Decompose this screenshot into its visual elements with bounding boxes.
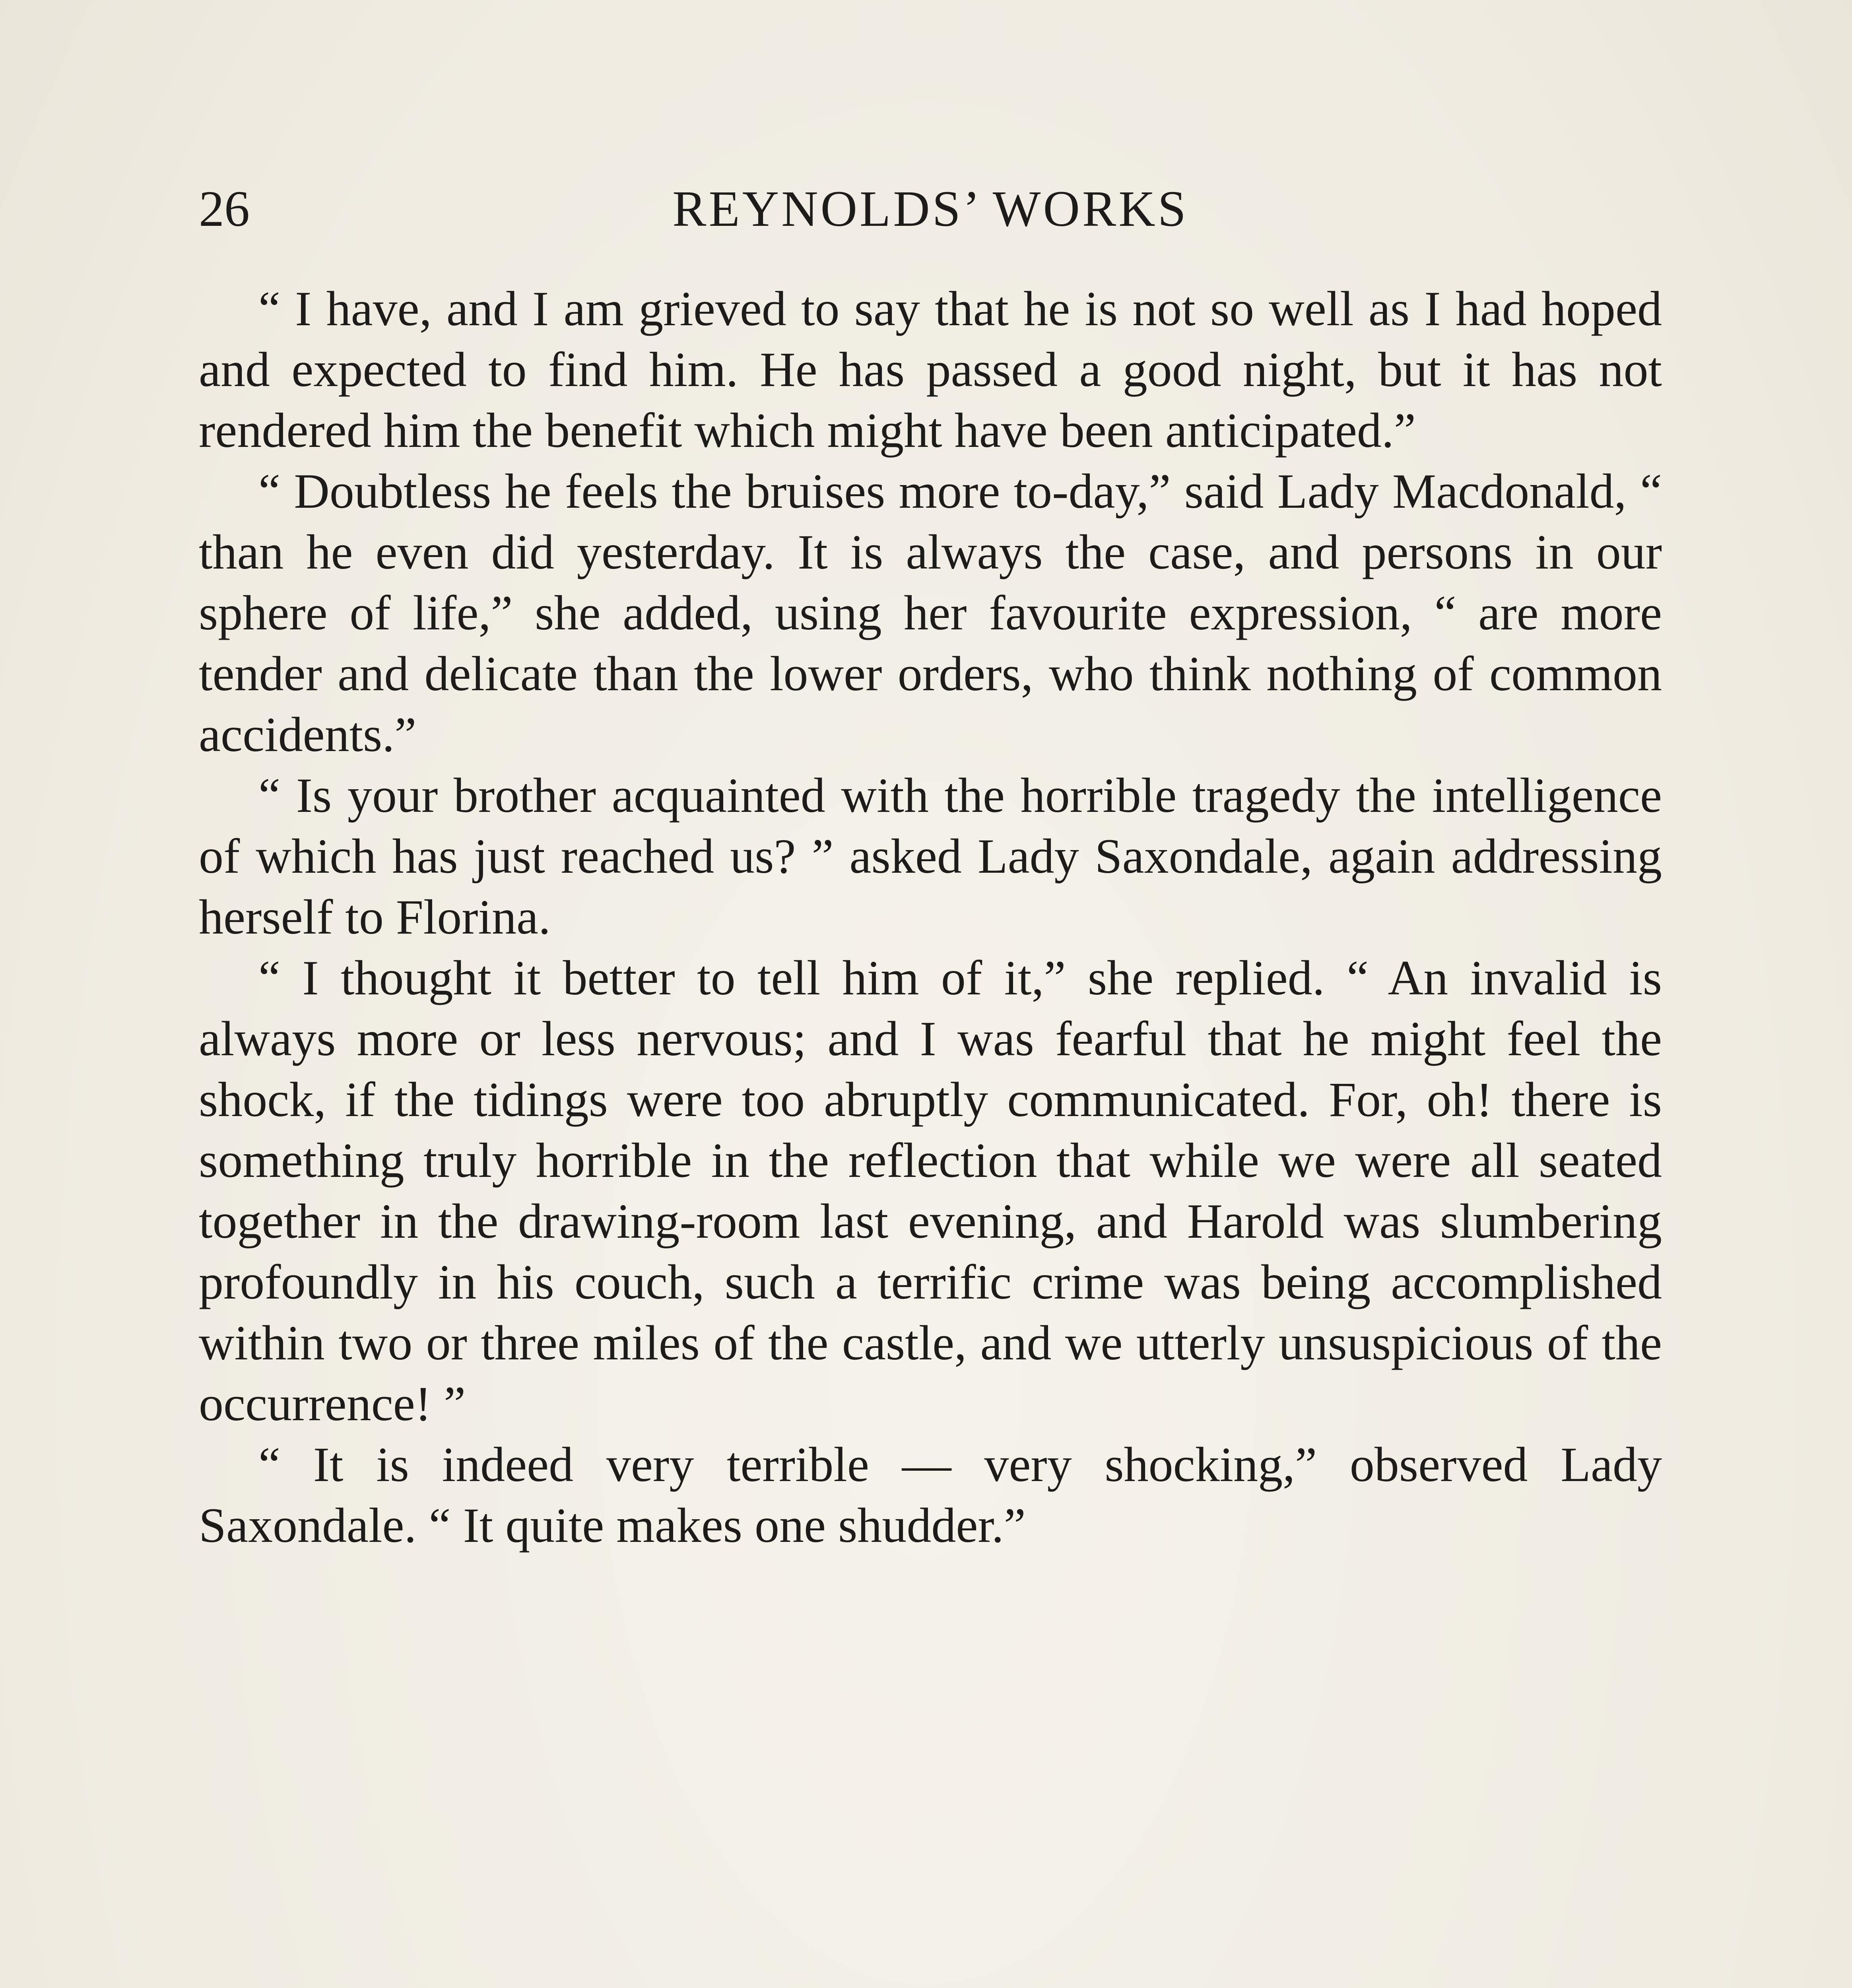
running-head: REYNOLDS’ WORKS <box>672 181 1188 237</box>
paragraph: “ I thought it better to tell him of it,” she replied. “ An invalid is always more or less nervous; and I was fearful that he might feel the shock, if the tidings were too abruptly communicated. For, oh! there is something truly horrible in the reflection that while we were all seated together in the drawing-room last evening, and Harold was slumbering profoundly in his couch, such a terrific crime was being accomplished within two or three miles of the castle, and we utterly unsuspicious of the occurrence! ” <box>199 951 1662 1431</box>
body-text <box>199 278 1662 1556</box>
page-number: 26 <box>199 181 250 237</box>
paragraph: “ It is indeed very terrible — very shocking,” observed Lady Saxondale. “ It quite makes one shudder.” <box>199 1437 1662 1553</box>
paragraph: “ I have, and I am grieved to say that he is not so well as I had hoped and expected to find him. He has passed a good night, but it has not rendered him the benefit which might have been anticipated.” <box>199 282 1662 458</box>
page-header <box>199 171 1662 247</box>
paragraph: “ Doubtless he feels the bruises more to-day,” said Lady Macdonald, “ than he even did yesterday. It is always the case, and persons in our sphere of life,” she added, using her favourite expression, “ are more tender and delicate than the lower orders, who think nothing of common accidents.” <box>199 464 1662 762</box>
paragraph: “ Is your brother acquainted with the horrible tragedy the intelligence of which has just reached us? ” asked Lady Saxondale, again addressing herself to Florina. <box>199 768 1662 944</box>
